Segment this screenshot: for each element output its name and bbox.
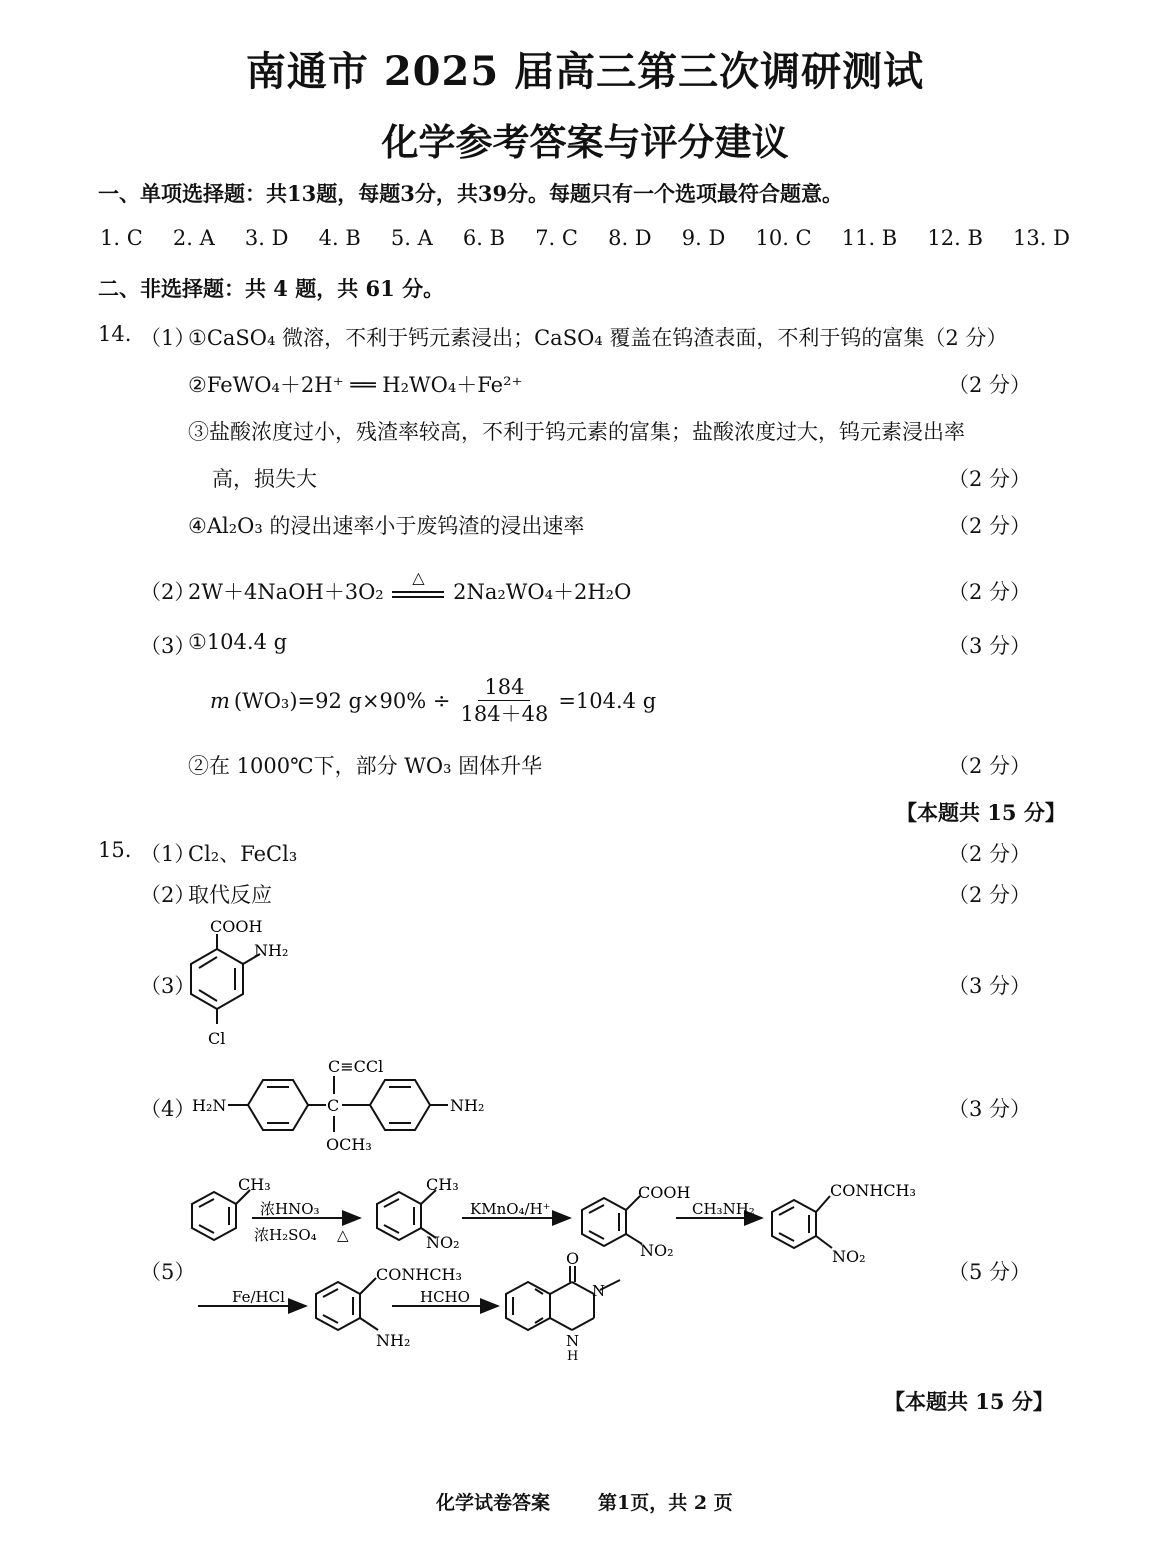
q15-part5-score: （5 分） <box>948 1260 1032 1284</box>
mcq-answer: 2. A <box>172 226 215 250</box>
q14-total: 【本题共 15 分】 <box>896 800 1066 825</box>
route-label: CH₃ <box>238 1175 271 1194</box>
calc-fraction <box>455 674 555 727</box>
route-label: H <box>567 1349 579 1364</box>
route-label: CH₃ <box>426 1175 459 1194</box>
mcq-answer: 4. B <box>318 226 361 250</box>
q14-number: 14. <box>98 322 132 346</box>
q14-item2: ②FeWO₄＋2H⁺ ══ H₂WO₄＋Fe²⁺ <box>188 373 523 397</box>
part2-heading: 二、非选择题：共 4 题，共 61 分。 <box>98 276 445 301</box>
q14-item1: ①CaSO₄ 微溶，不利于钙元素浸出；CaSO₄ 覆盖在钨渣表面，不利于钨的富集（2 分） <box>188 326 1008 350</box>
mcq-answer-row <box>100 226 1070 250</box>
condition-label: Fe/HCl <box>232 1288 285 1306</box>
structure-label: NH₂ <box>254 941 289 960</box>
structure-label: Cl <box>208 1029 226 1048</box>
condition-label: KMnO₄/H⁺ <box>470 1200 551 1218</box>
q15-part4-label: （4） <box>140 1097 196 1121</box>
q14-item2-score: （2 分） <box>948 373 1032 397</box>
q14-part3-answer: ①104.4 g <box>188 630 288 654</box>
route-label: N <box>566 1332 580 1350</box>
mcq-answer: 8. D <box>608 226 652 250</box>
q15-total: 【本题共 15 分】 <box>884 1389 1054 1414</box>
condition-label: 浓H₂SO₄ <box>254 1226 317 1244</box>
condition-label: 浓HNO₃ <box>260 1200 320 1218</box>
q14-item3-score: （2 分） <box>948 467 1032 491</box>
q15-synthesis-route <box>180 1160 940 1380</box>
q15-part3-structure <box>180 912 310 1052</box>
route-label: N <box>592 1282 606 1300</box>
condition-label: CH₃NH₂ <box>692 1200 755 1218</box>
route-label: NO₂ <box>640 1241 674 1260</box>
q14-part3-label: （3） <box>140 634 196 658</box>
footer-page: 第1页，共 2 页 <box>598 1492 733 1514</box>
calc-left: (WO₃)=92 g×90% ÷ <box>233 688 451 713</box>
mcq-answer: 6. B <box>462 226 506 250</box>
route-label: NO₂ <box>426 1233 460 1252</box>
heat-symbol: △ <box>412 567 425 587</box>
q15-number: 15. <box>98 838 132 862</box>
q14-calculation <box>210 674 656 727</box>
condition-label: △ <box>337 1226 349 1244</box>
q15-part2-label: （2） <box>140 883 196 907</box>
structure-label: COOH <box>210 917 263 936</box>
q15-part1-answer: Cl₂、FeCl₃ <box>188 842 298 866</box>
q14-part2-score: （2 分） <box>948 580 1032 604</box>
calc-m: m <box>210 688 230 713</box>
heat-arrow <box>390 567 446 604</box>
mcq-answer: 13. D <box>1013 226 1070 250</box>
q14-part3b-score: （2 分） <box>948 754 1032 778</box>
route-label: CONHCH₃ <box>830 1181 916 1200</box>
q14-item4: ④Al₂O₃ 的浸出速率小于废钨渣的浸出速率 <box>188 514 585 538</box>
calc-right: =104.4 g <box>558 688 657 713</box>
route-label: O <box>566 1249 580 1268</box>
page-subtitle: 化学参考答案与评分建议 <box>381 120 789 164</box>
q14-item3: ③盐酸浓度过小，残渣率较高，不利于钨元素的富集；盐酸浓度过大，钨元素浸出率 <box>188 420 965 444</box>
q15-part1-label: （1） <box>140 842 196 866</box>
route-label: CONHCH₃ <box>376 1265 462 1284</box>
calc-denominator: 184＋48 <box>460 702 549 726</box>
structure-label: C <box>327 1096 340 1115</box>
q15-part2-score: （2 分） <box>948 883 1032 907</box>
mcq-answer: 1. C <box>100 226 143 250</box>
q15-part1-score: （2 分） <box>948 842 1032 866</box>
equation-left: 2W＋4NaOH＋3O₂ <box>188 580 384 604</box>
q15-part2-answer: 取代反应 <box>188 883 272 907</box>
q15-part3-score: （3 分） <box>948 974 1032 998</box>
q15-part3-label: （3） <box>140 974 196 998</box>
structure-label: OCH₃ <box>326 1135 372 1154</box>
route-label: NH₂ <box>376 1331 411 1350</box>
route-label: NO₂ <box>832 1247 866 1266</box>
q14-part2-label: （2） <box>140 580 196 604</box>
mcq-answer: 12. B <box>927 226 983 250</box>
mcq-answer: 11. B <box>841 226 898 250</box>
q14-part2-equation <box>188 567 632 606</box>
route-label: COOH <box>638 1183 691 1202</box>
structure-label: H₂N <box>192 1096 227 1115</box>
page-title: 南通市 2025 届高三第三次调研测试 <box>245 48 925 95</box>
q14-part3b: ②在 1000℃下，部分 WO₃ 固体升华 <box>188 754 543 778</box>
q14-item4-score: （2 分） <box>948 514 1032 538</box>
mcq-answer: 7. C <box>535 226 578 250</box>
part1-heading: 一、单项选择题：共13题，每题3分，共39分。每题只有一个选项最符合题意。 <box>98 181 844 206</box>
mcq-answer: 9. D <box>681 226 726 250</box>
structure-label: NH₂ <box>450 1096 485 1115</box>
q15-part4-score: （3 分） <box>948 1097 1032 1121</box>
q15-part5-label: （5） <box>140 1260 196 1284</box>
structure-label: C≡CCl <box>328 1057 384 1076</box>
q14-item3-cont: 高，损失大 <box>212 467 317 491</box>
condition-label: HCHO <box>420 1288 470 1306</box>
mcq-answer: 10. C <box>755 226 812 250</box>
calc-numerator: 184 <box>478 674 530 701</box>
mcq-answer: 5. A <box>390 226 433 250</box>
footer-left: 化学试卷答案 <box>436 1492 551 1514</box>
equation-right: 2Na₂WO₄＋2H₂O <box>453 580 632 604</box>
q14-part3-score: （3 分） <box>948 634 1032 658</box>
q15-part4-structure <box>186 1050 496 1160</box>
q14-part1-label: （1） <box>140 326 196 350</box>
mcq-answer: 3. D <box>244 226 289 250</box>
